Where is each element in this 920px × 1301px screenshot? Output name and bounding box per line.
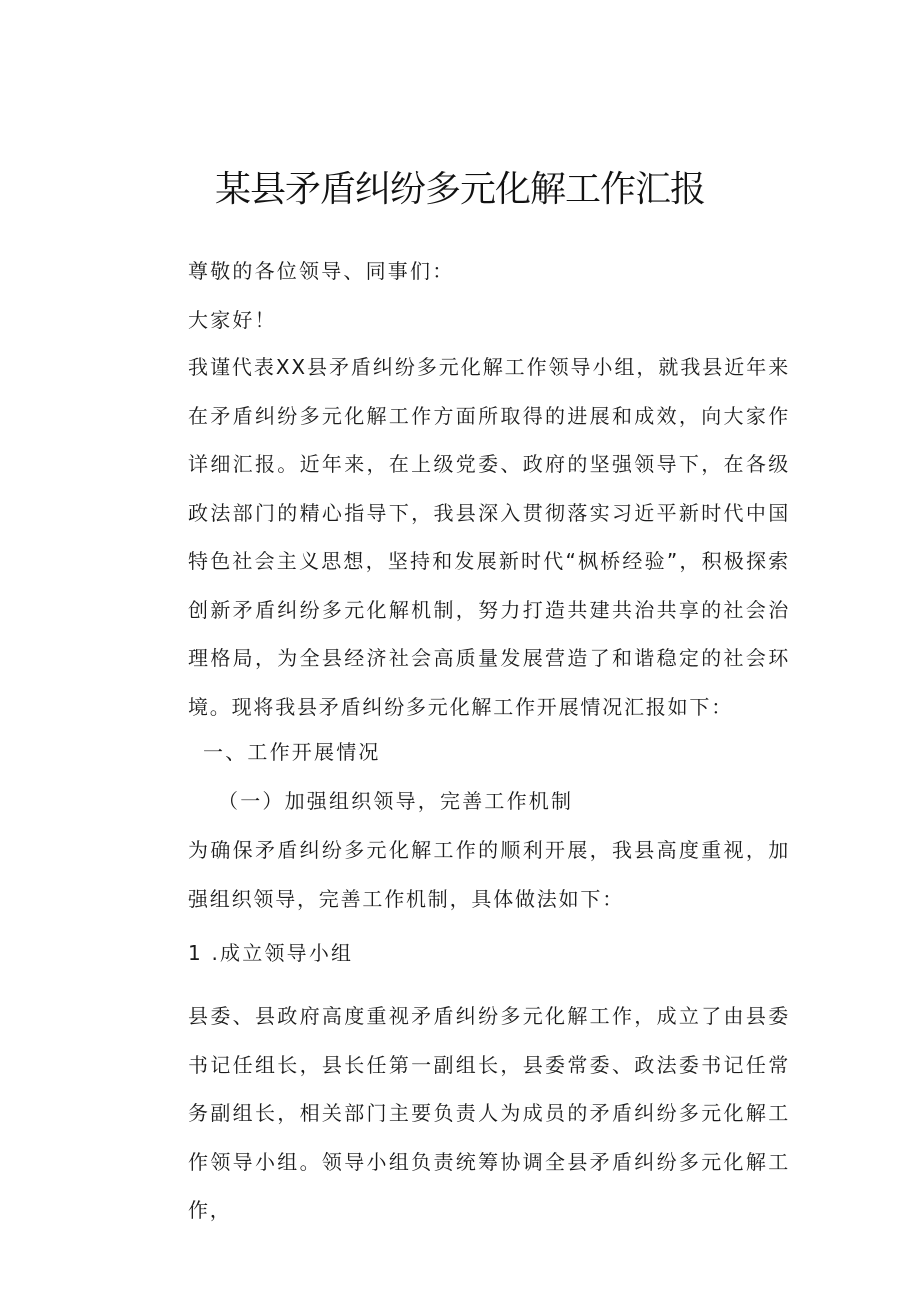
item-paragraph <box>138 992 790 1235</box>
subsection-paragraph-text: 为确保矛盾纠纷多元化解工作的顺利开展，我县高度重视，加强组织领导，完善工作机制，具体做法如下： <box>188 838 790 911</box>
greeting: 大家好！ <box>188 308 277 332</box>
salutation: 尊敬的各位领导、同事们： <box>188 259 455 283</box>
intro-paragraph-text: 我谨代表XX县矛盾纠纷多元化解工作领导小组，就我县近年来在矛盾纠纷多元化解工作方面所取得的进展和成效，向大家作详细汇报。近年来，在上级党委、政府的坚强领导下，在各级政法部门的精心指导下，我县深入贯彻落实习近平新时代中国特色社会主义思想，坚持和发展新时代“枫桥经验”，积极探索创新矛盾纠纷多元化解机制，努力打造共建共治共享的社会治理格局，为全县经济社会高质量发展营造了和谐稳定的社会环境。现将我县矛盾纠纷多元化解工作开展情况汇报如下： <box>188 355 790 719</box>
item-heading: 1 .成立领导小组 <box>188 941 354 965</box>
item-paragraph-text: 县委、县政府高度重视矛盾纠纷多元化解工作，成立了由县委书记任组长，县长任第一副组长，县委常委、政法委书记任常务副组长，相关部门主要负责人为成员的矛盾纠纷多元化解工作领导小组。领导小组负责统筹协调全县矛盾纠纷多元化解工作， <box>188 1004 790 1222</box>
section-heading: 一、工作开展情况 <box>203 740 381 764</box>
subsection-heading: （一）加强组织领导，完善工作机制 <box>218 789 574 813</box>
subsection-paragraph <box>138 826 790 923</box>
document-title: 某县矛盾纠纷多元化解工作汇报 <box>214 169 705 210</box>
intro-paragraph <box>138 343 790 731</box>
